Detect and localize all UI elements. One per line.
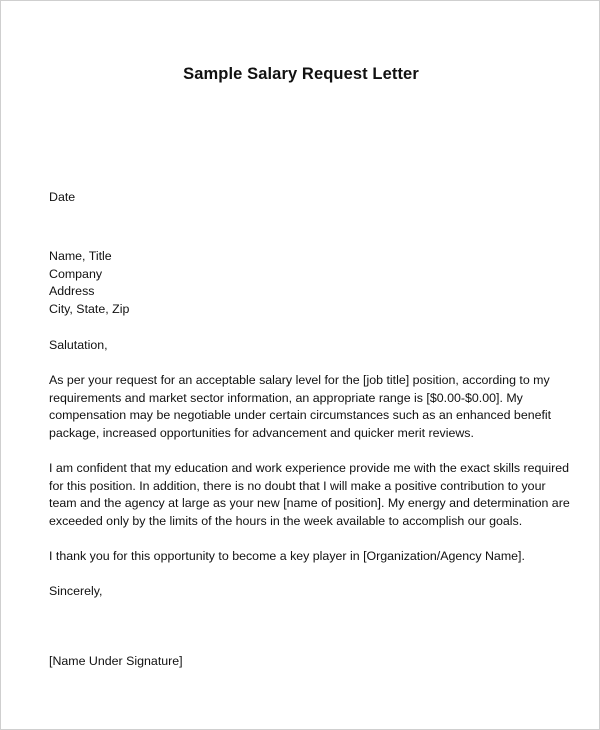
salutation: Salutation, xyxy=(49,338,108,352)
paragraph-line: I am confident that my education and work experience provide me with the exact skills required xyxy=(49,461,569,475)
paragraph-line: team and the agency at large as your new [name of position]. My energy and determination are xyxy=(49,496,570,510)
paragraph-line: requirements and market sector information, an appropriate range is [$0.00-$0.00]. My xyxy=(49,390,523,405)
body-paragraph-1 xyxy=(49,372,569,442)
body-paragraph-3: I thank you for this opportunity to become a key player in [Organization/Agency Name]. xyxy=(49,549,525,563)
paragraph-line: for this position. In addition, there is no doubt that I will make a positive contribution to your xyxy=(49,478,546,493)
paragraph-line: As per your request for an acceptable salary level for the [job title] position, according to my xyxy=(49,373,550,387)
recipient-company: Company xyxy=(49,267,103,281)
paragraph-line: exceeded only by the limits of the hours in the week available to accomplish our goals. xyxy=(49,513,523,528)
recipient-name-title: Name, Title xyxy=(49,249,112,263)
recipient-city-state-zip: City, State, Zip xyxy=(49,302,130,316)
signature-placeholder: [Name Under Signature] xyxy=(49,654,183,668)
body-paragraph-2 xyxy=(49,460,569,530)
closing: Sincerely, xyxy=(49,584,103,598)
recipient-address: Address xyxy=(49,284,95,298)
date-line: Date xyxy=(49,190,76,204)
letter-title: Sample Salary Request Letter xyxy=(183,65,419,83)
paragraph-line: compensation may be negotiable under certain circumstances such as an enhanced benefit xyxy=(49,408,552,422)
paragraph-line: package, increased opportunities for advancement and quicker merit reviews. xyxy=(49,425,474,440)
